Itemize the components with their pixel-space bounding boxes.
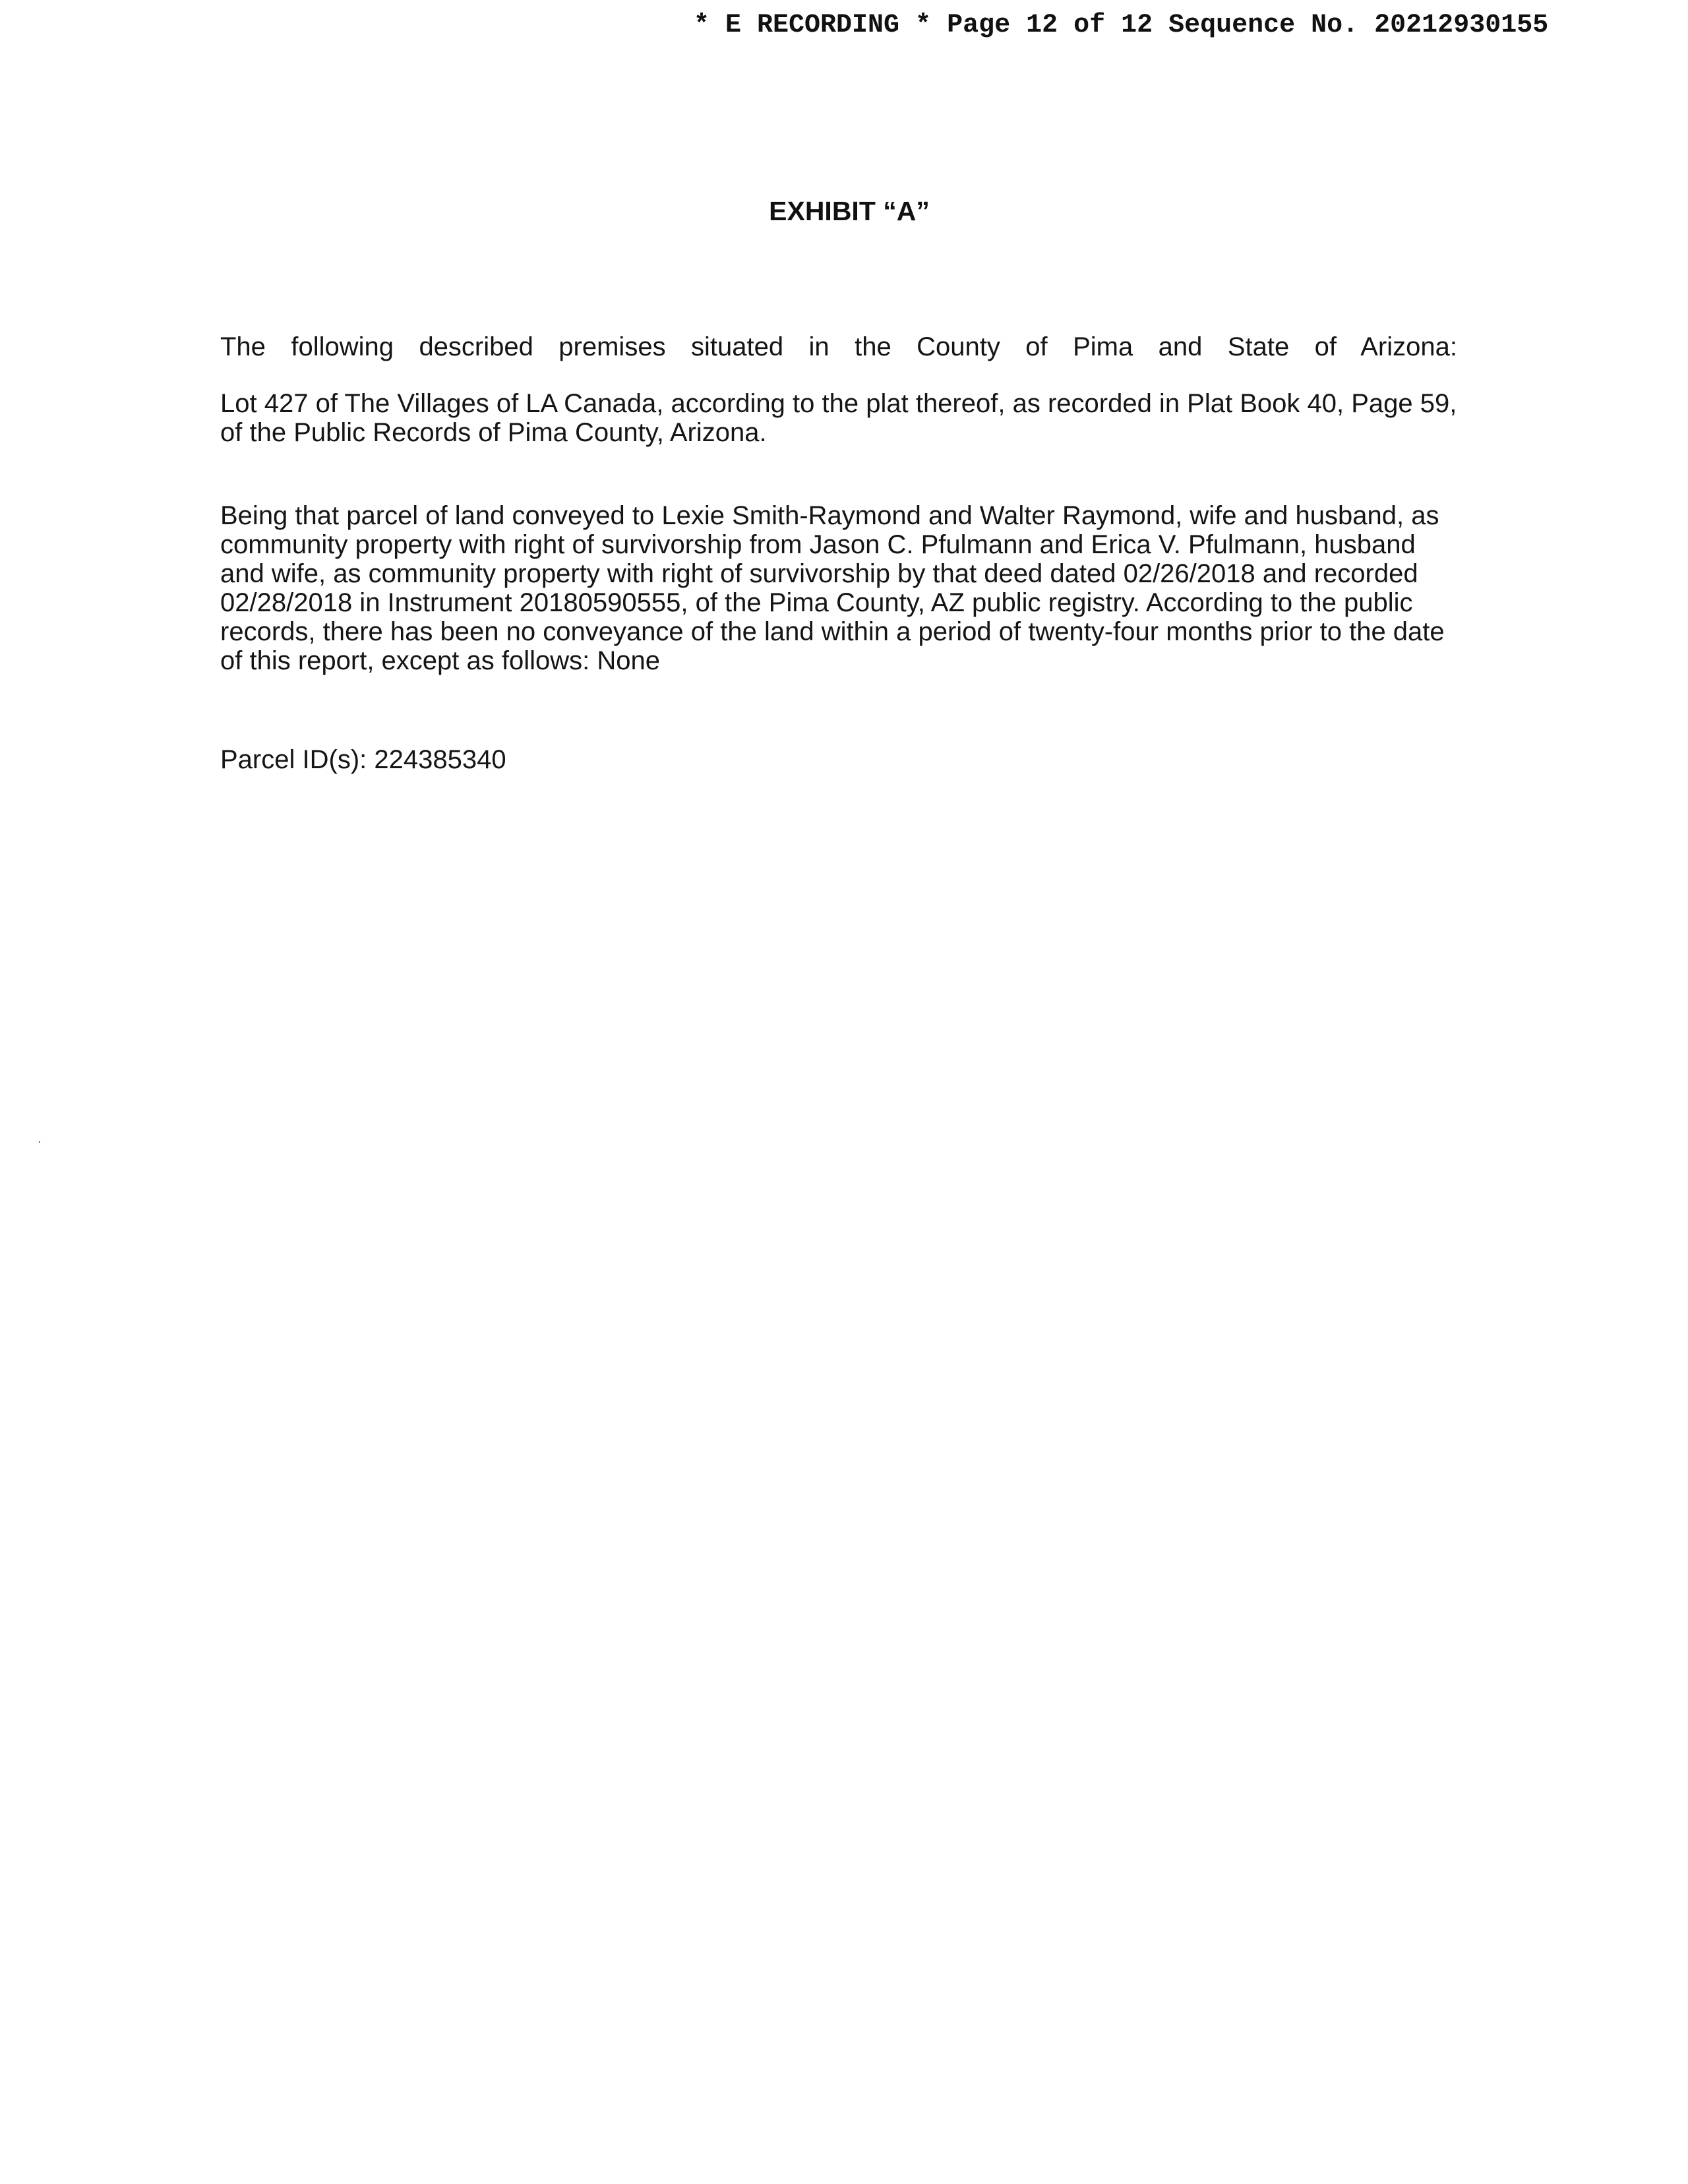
premises-word: Pima xyxy=(1073,332,1133,361)
premises-word: premises xyxy=(558,332,666,361)
parcel-id-value: 224385340 xyxy=(374,745,506,774)
premises-word: and xyxy=(1158,332,1203,361)
parcel-id-line xyxy=(220,745,1457,774)
premises-word: of xyxy=(1314,332,1337,361)
premises-word: in xyxy=(808,332,829,361)
recording-stamp: * E RECORDING * Page 12 of 12 Sequence No. 20212930155 xyxy=(694,11,1549,40)
premises-word: situated xyxy=(690,332,784,361)
premises-word: Arizona: xyxy=(1360,332,1457,361)
premises-word: the xyxy=(855,332,891,361)
conveyance-paragraph xyxy=(220,501,1457,675)
premises-word: following xyxy=(291,332,394,361)
parcel-id-label: Parcel ID(s): xyxy=(220,745,367,774)
conveyance-line: and wife, as community property with right of survivorship by that deed dated 02/26/2018 and recorded xyxy=(220,559,1418,588)
scan-speck xyxy=(39,1141,40,1143)
conveyance-line: Being that parcel of land conveyed to Lexie Smith-Raymond and Walter Raymond, wife and husband, as xyxy=(220,501,1439,530)
premises-word: The xyxy=(220,332,266,361)
premises-statement xyxy=(220,327,1457,368)
conveyance-line: records, there has been no conveyance of the land within a period of twenty-four months prior to the date xyxy=(220,617,1445,646)
premises-word: described xyxy=(419,332,533,361)
premises-word: County xyxy=(917,332,1000,361)
conveyance-line: community property with right of survivorship from Jason C. Pfulmann and Erica V. Pfulmann, husband xyxy=(220,530,1416,559)
exhibit-title: EXHIBIT “A” xyxy=(769,196,930,226)
premises-word: of xyxy=(1025,332,1048,361)
conveyance-line: 02/28/2018 in Instrument 20180590555, of the Pima County, AZ public registry. According to the public xyxy=(220,588,1413,617)
lot-description: Lot 427 of The Villages of LA Canada, according to the plat thereof, as recorded in Plat Book 40, Page 59, of the Public Records of Pima County, Arizona. xyxy=(220,389,1457,447)
conveyance-line: of this report, except as follows: None xyxy=(220,646,660,675)
premises-word: State xyxy=(1227,332,1290,361)
